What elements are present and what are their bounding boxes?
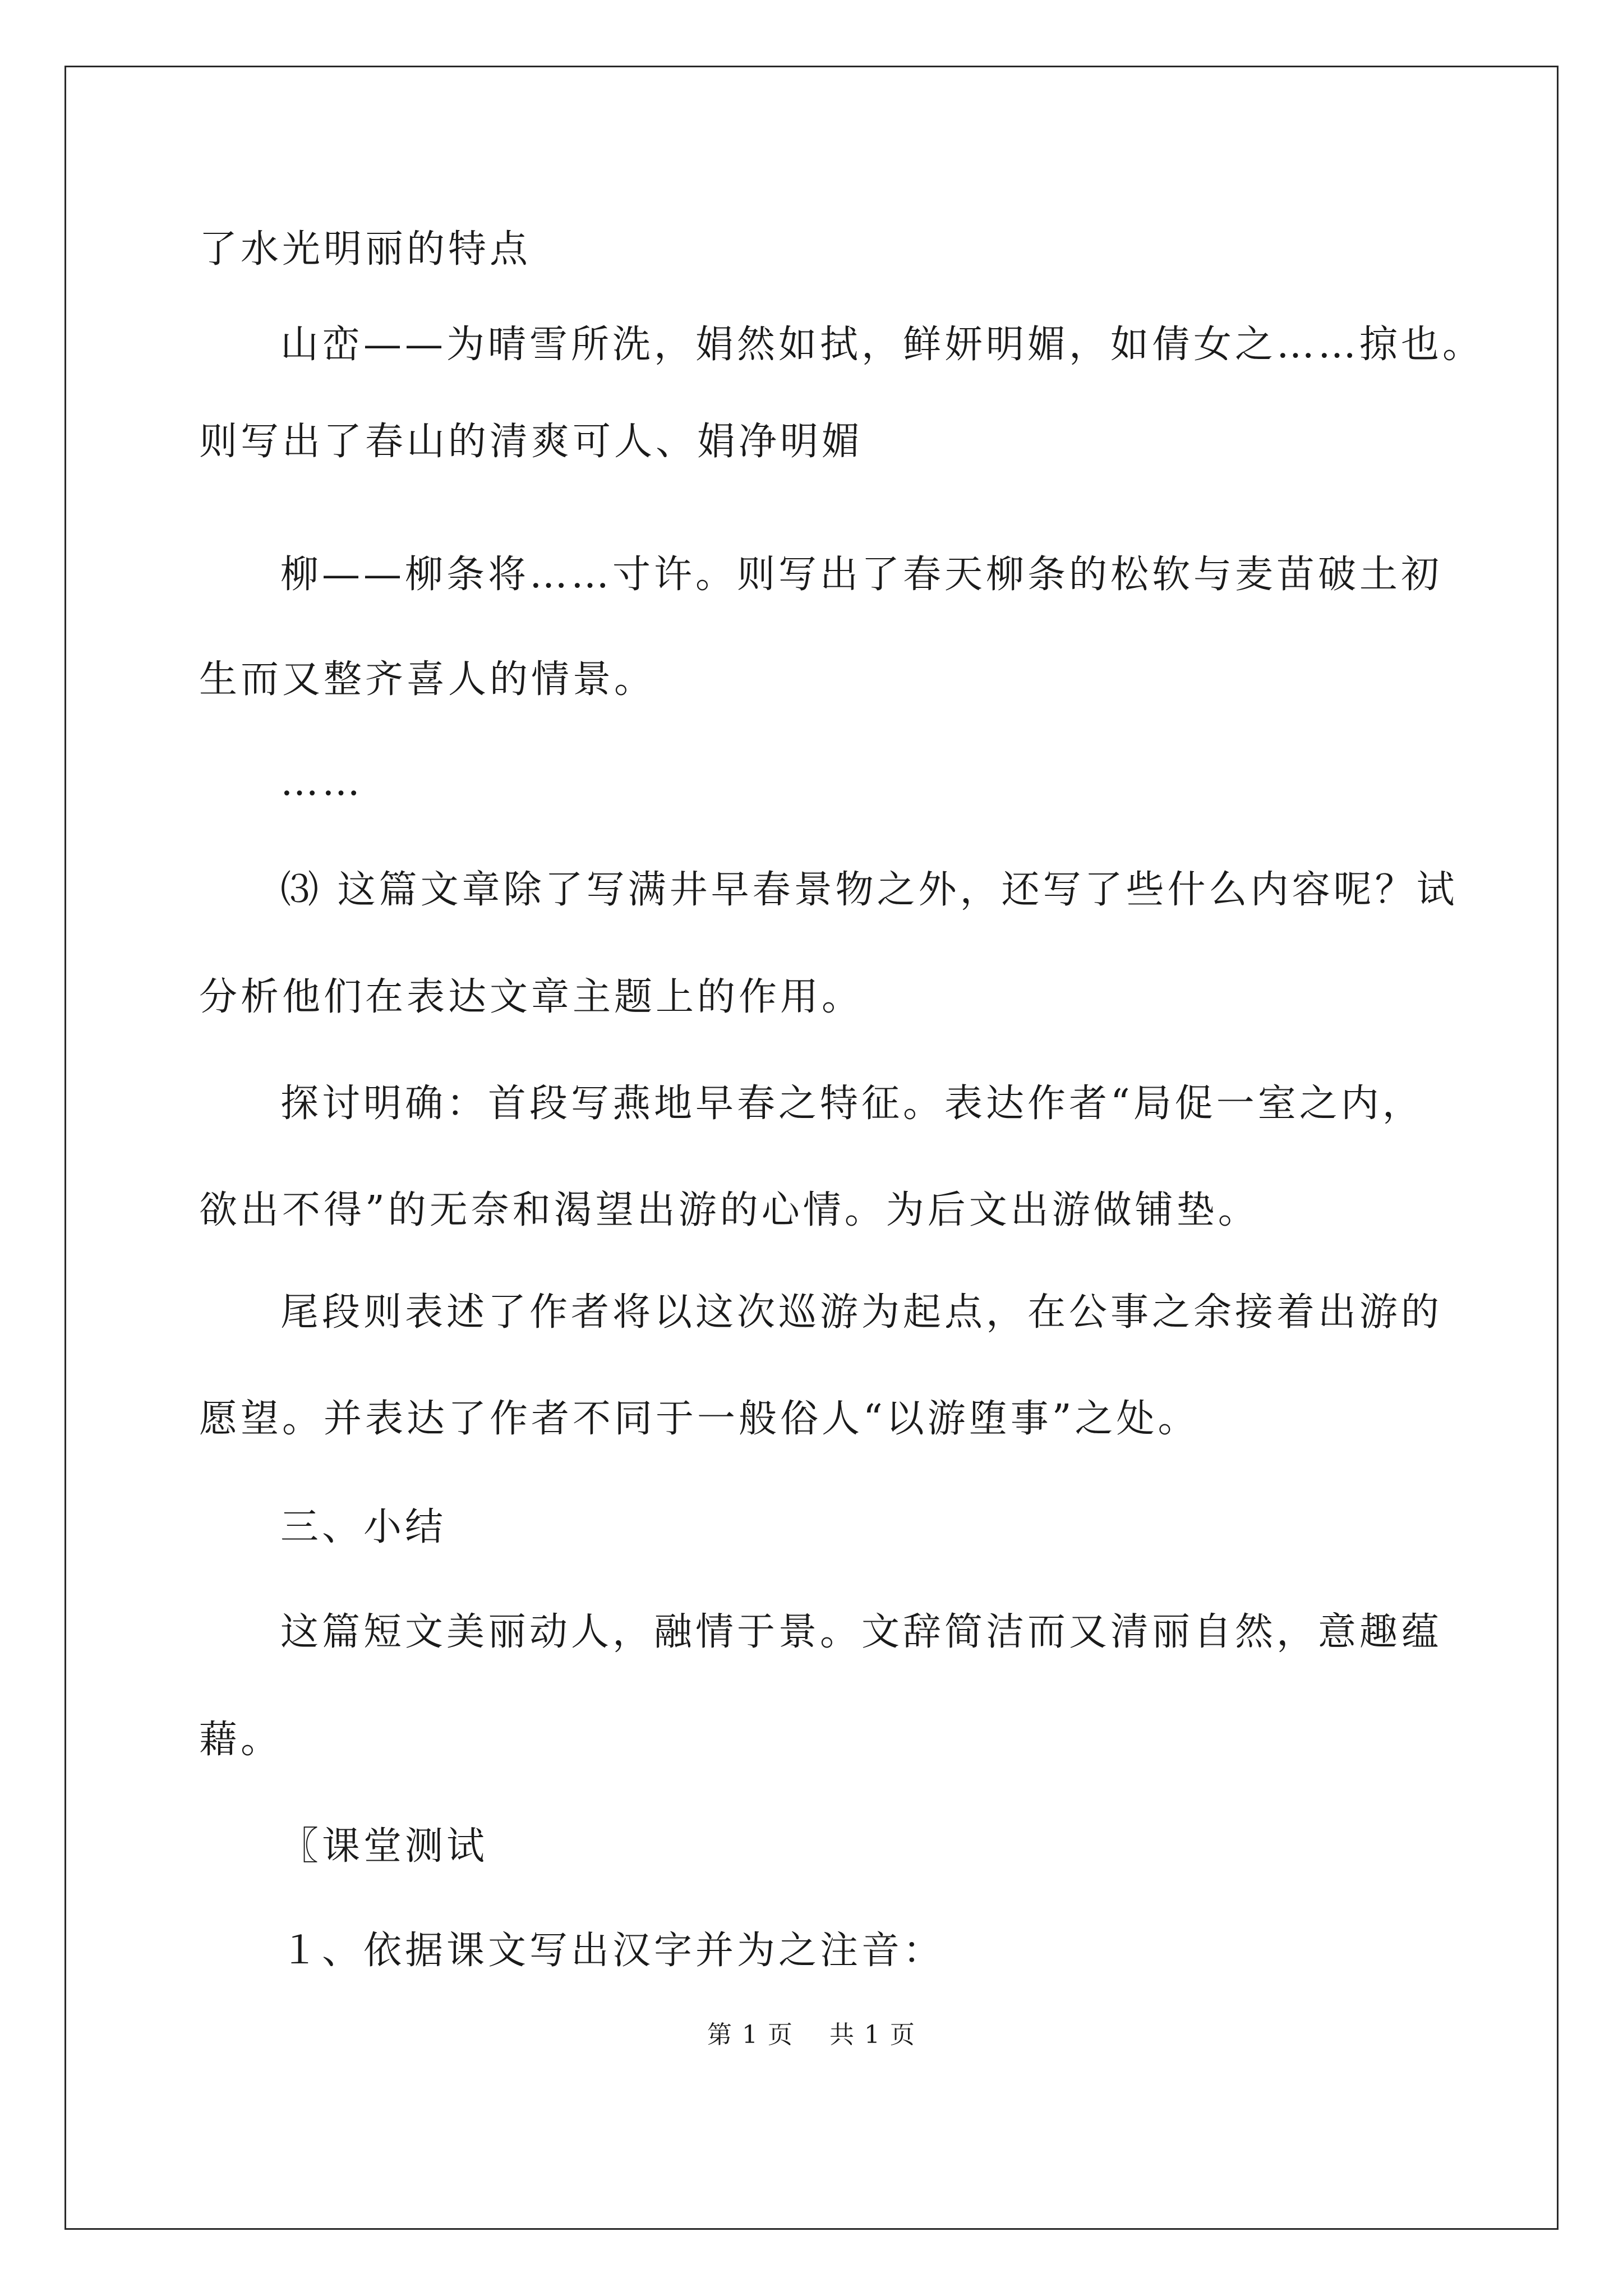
text-line: 则写出了春山的清爽可人、娟净明媚 [199,420,864,464]
text-line: 藉。 [199,1718,283,1762]
text-line: １、依据课文写出汉字并为之注音： [280,1929,945,1973]
text-line: 生而又整齐喜人的情景。 [199,657,656,702]
text-line: 尾段则表述了作者将以这次巡游为起点，在公事之余接着出游的 [280,1290,1443,1335]
text-line: 这篇短文美丽动人，融情于景。文辞简洁而又清丽自然，意趣蕴 [280,1610,1443,1654]
section-heading: 三、小结 [280,1505,447,1549]
text-line: ⑶ 这篇文章除了写满井早春景物之外，还写了些什么内容呢？试 [280,868,1458,912]
text-line: 愿望。并表达了作者不同于一般俗人“以游堕事”之处。 [199,1397,1200,1441]
text-line: 了水光明丽的特点 [199,227,532,272]
text-line: 欲出不得”的无奈和渴望出游的心情。为后文出游做铺垫。 [199,1188,1260,1232]
text-line: 分析他们在表达文章主题上的作用。 [199,975,864,1019]
text-line: 柳——柳条将……寸许。则写出了春天柳条的松软与麦苗破土初 [280,553,1443,597]
page-number-footer: 第 1 页 共 1 页 [707,2021,916,2049]
section-heading: 〖课堂测试 [280,1824,488,1869]
text-line: 探讨明确：首段写燕地早春之特征。表达作者“局促一室之内， [280,1082,1424,1126]
text-line: …… [280,760,363,804]
text-line: 山峦——为晴雪所洗，娟然如拭，鲜妍明媚，如倩女之……掠也。 [280,323,1484,367]
page-border [64,66,1559,2230]
